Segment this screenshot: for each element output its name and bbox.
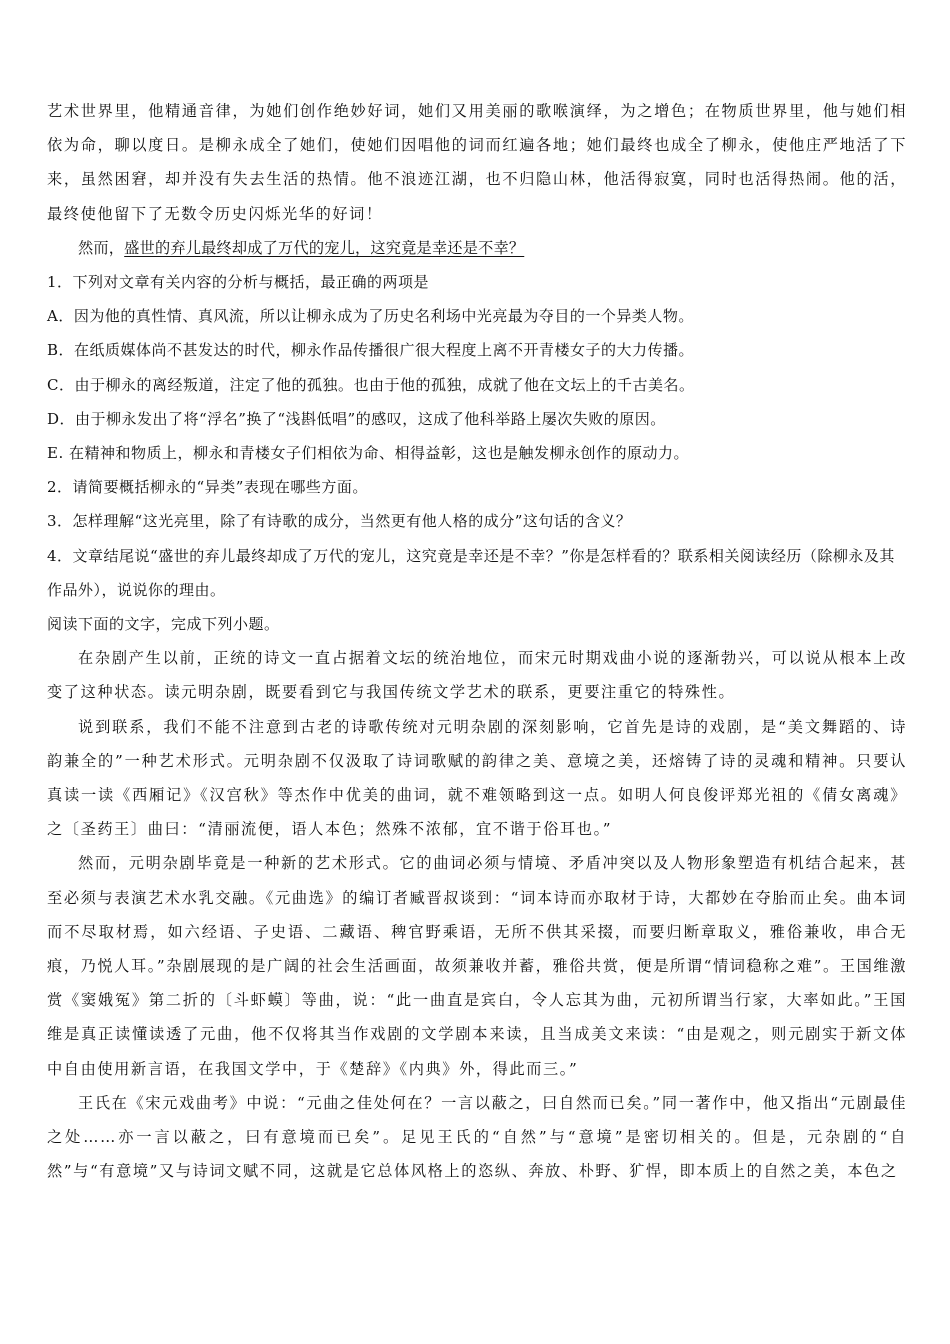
passage2-paragraph-3: 然而，元明杂剧毕竟是一种新的艺术形式。它的曲词必须与情境、矛盾冲突以及人物形象塑造有机结合起来，甚至必须与表演艺术水乳交融。《元曲选》的编订者臧晋叔谈到：“词本诗而亦取材于诗，大都妙在夺胎而止矣。曲本词而不尽取材焉，如六经语、子史语、二藏语、稗官野乘语，无所不供其采掇，而要归断章取义，雅俗兼收，串合无痕，乃悦人耳。”杂剧展现的是广阔的社会生活画面，故须兼收并蓄，雅俗共赏，便是所谓“情词稳称之难”。王国维激赏《窦娥冤》第二折的〔斗虾蟆〕等曲，说：“此一曲直是宾白，令人忘其为曲，元初所谓当行家，大率如此。”王国维是真正读懂读透了元曲，他不仅将其当作戏剧的文学剧本来读，且当成美文来读：“由是观之，则元剧实于新文体中自由使用新言语，在我国文学中，于《楚辞》《内典》外，得此而三。”: [47, 854, 907, 1078]
option-a: A．因为他的真性情、真风流，所以让柳永成为了历史名利场中光亮最为夺目的一个异类人物。: [47, 307, 694, 326]
option-c: C．由于柳永的离经叛道，注定了他的孤独。也由于他的孤独，成就了他在文坛上的千古美名。: [47, 375, 695, 394]
passage1-paragraph-2: [47, 231, 907, 265]
option-e: E. 在精神和物质上，柳永和青楼女子们相依为命、相得益彰，这也是触发柳永创作的原动力。: [47, 444, 689, 463]
section-instruction: 阅读下面的文字，完成下列小题。: [47, 615, 280, 634]
underlined-sentence: 盛世的弃儿最终却成了万代的宠儿，这究竟是幸还是不幸？: [124, 238, 525, 257]
passage2-paragraph-1: 在杂剧产生以前，正统的诗文一直占据着文坛的统治地位，而宋元时期戏曲小说的逐渐勃兴，可以说从根本上改变了这种状态。读元明杂剧，既要看到它与我国传统文学艺术的联系，更要注重它的特殊性。: [47, 649, 907, 702]
passage2-paragraph-4: 王氏在《宋元戏曲考》中说：“元曲之佳处何在？一言以蔽之，曰自然而已矣。”同一著作中，他又指出“元剧最佳之处……亦一言以蔽之，曰有意境而已矣”。足见王氏的“自然”与“意境”是密切相关的。但是，元杂剧的“自然”与“有意境”又与诗词文赋不同，这就是它总体风格上的恣纵、奔放、朴野、犷悍，即本质上的自然之美，本色之: [47, 1093, 907, 1181]
passage2-paragraph-2: 说到联系，我们不能不注意到古老的诗歌传统对元明杂剧的深刻影响，它首先是诗的戏剧，是“美文舞蹈的、诗韵兼全的”一种艺术形式。元明杂剧不仅汲取了诗词歌赋的韵律之美、意境之美，还熔铸了诗的灵魂和精神。只要认真读一读《西厢记》《汉宫秋》等杰作中优美的曲词，就不难领略到这一点。如明人何良俊评郑光祖的《倩女离魂》之〔圣药王〕曲曰：“清丽流便，语人本色；然殊不浓郁，宜不谐于俗耳也。”: [47, 717, 907, 839]
question-3: 3．怎样理解“这光亮里，除了有诗歌的成分，当然更有他人格的成分”这句话的含义？: [47, 512, 632, 531]
question-4: 4．文章结尾说“盛世的弃儿最终却成了万代的宠儿，这究竟是幸还是不幸？”你是怎样看的？联系相关阅读经历（除柳永及其作品外），说说你的理由。: [47, 546, 895, 599]
question-2: 2．请简要概括柳永的“异类”表现在哪些方面。: [47, 478, 368, 497]
passage1-paragraph-2-lead: 然而，: [78, 238, 125, 257]
passage1-paragraph-1: 艺术世界里，他精通音律，为她们创作绝妙好词，她们又用美丽的歌喉演绎，为之增色；在物质世界里，他与她们相依为命，聊以度日。是柳永成全了她们，使她们因唱他的词而红遍各地；她们最终也成全了柳永，使他庄严地活了下来，虽然困窘，却并没有失去生活的热情。他不浪迹江湖，也不归隐山林，他活得寂寞，同时也活得热闹。他的活，最终使他留下了无数令历史闪烁光华的好词！: [47, 102, 907, 223]
question-1: 1．下列对文章有关内容的分析与概括，最正确的两项是: [47, 273, 430, 292]
document-page: [47, 94, 907, 1189]
option-b: B．在纸质媒体尚不甚发达的时代，柳永作品传播很广很大程度上离不开青楼女子的大力传播。: [47, 341, 695, 360]
option-d: D．由于柳永发出了将“浮名”换了“浅斟低唱”的感叹，这成了他科举路上屡次失败的原因。: [47, 409, 666, 428]
